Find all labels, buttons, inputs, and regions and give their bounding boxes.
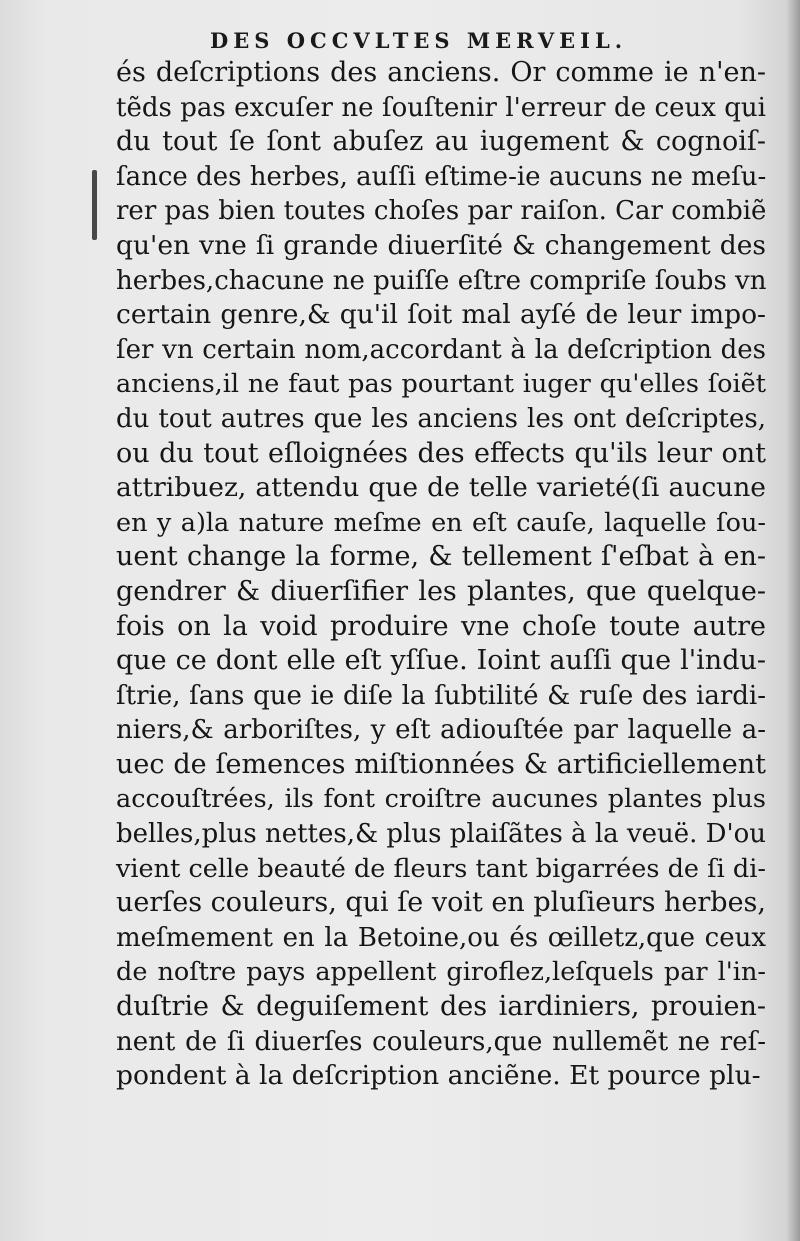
text-line: és deſcriptions des anciens. Or comme ie n'en- <box>116 57 766 88</box>
text-line: en y a)la nature meſme en eſt cauſe, laquelle ſou- <box>116 507 766 538</box>
text-line: vient celle beauté de fleurs tant bigarrées de ſi di- <box>116 853 766 884</box>
text-line: anciens,il ne faut pas pourtant iuger qu'elles ſoiẽt <box>116 369 766 400</box>
page-edge-shadow <box>786 0 800 1241</box>
text-line: uerſes couleurs, qui ſe voit en pluſieurs herbes, <box>116 887 766 919</box>
text-line: uec de ſemences miſtionnées & artificiellement <box>116 748 766 780</box>
margin-ink-mark <box>92 170 97 240</box>
text-line: tẽds pas excuſer ne ſouſtenir l'erreur de ceux qui <box>116 92 766 123</box>
text-line: nent de ſi diuerſes couleurs,que nullemẽt ne reſ- <box>116 1026 766 1057</box>
text-line: duſtrie & deguiſement des iardiniers, prouien- <box>116 991 766 1023</box>
text-line: accouſtrées, ils font croiſtre aucunes plantes plus <box>116 784 766 815</box>
text-line: ſtrie, ſans que ie diſe la ſubtilité & ruſe des iardi- <box>116 680 766 711</box>
text-line: gendrer & diuerſifier les plantes, que quelque- <box>116 575 766 607</box>
text-line: uent change la forme, & tellement ſ'eſbat à en- <box>116 541 766 573</box>
text-line: de noſtre pays appellent giroflez,leſquels par l'in- <box>116 957 766 988</box>
text-line: qu'en vne ſi grande diuerſité & changement des <box>116 229 766 261</box>
text-line: du tout autres que les anciens les ont deſcriptes, <box>116 403 766 434</box>
text-line: fois on la void produire vne choſe toute autre <box>116 610 766 642</box>
running-header: DES OCCVLTES MERVEIL. <box>210 28 628 53</box>
text-line: pondent à la deſcription anciẽne. Et pource plu- <box>116 1060 761 1092</box>
text-line: du tout ſe ſont abuſez au iugement & cognoiſ- <box>116 126 766 158</box>
text-line: herbes,chacune ne puiſſe eſtre compriſe ſoubs vn <box>116 265 767 296</box>
text-line: attribuez, attendu que de telle varieté(ſi aucune <box>116 472 766 504</box>
text-line: certain genre,& qu'il ſoit mal ayſé de leur impo- <box>116 299 766 331</box>
text-line: niers,& arboriſtes, y eſt adiouſtée par laquelle a- <box>116 715 766 746</box>
text-line: ſance des herbes, auſſi eſtime-ie aucuns ne meſu- <box>116 161 767 192</box>
text-line: que ce dont elle eſt yſſue. Ioint auſſi que l'indu- <box>116 645 766 677</box>
text-line: ou du tout eſloignées des effects qu'ils leur ont <box>116 437 766 469</box>
text-line: ſer vn certain nom,accordant à la deſcription des <box>116 334 766 365</box>
text-line: belles,plus nettes,& plus plaiſãtes à la veuë. D'ou <box>116 819 767 850</box>
text-line: rer pas bien toutes choſes par raiſon. Car combiẽ <box>116 196 767 227</box>
text-line: meſmement en la Betoine,ou és œilletz,que ceux <box>116 922 766 953</box>
body-text <box>116 56 766 1094</box>
